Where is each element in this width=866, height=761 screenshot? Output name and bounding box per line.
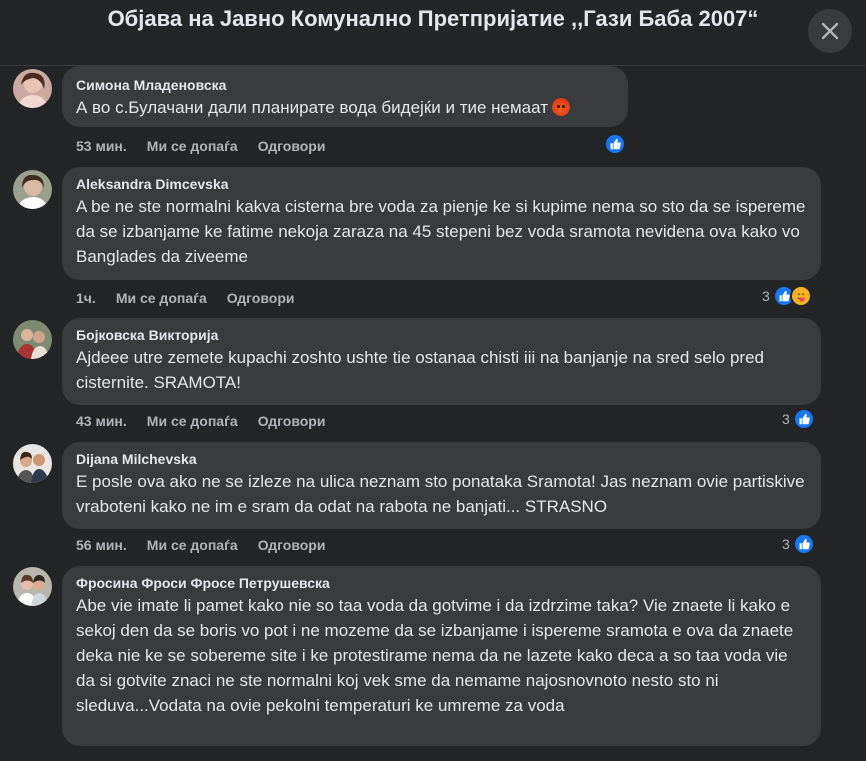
comment-text: А во с.Булачани дали планирате вода бидејќи и тие немаат	[76, 95, 614, 120]
avatar[interactable]	[13, 567, 52, 606]
comment-bubble	[62, 566, 821, 746]
like-reaction-icon	[793, 408, 815, 430]
avatar[interactable]	[13, 69, 52, 108]
reaction-count: 3	[762, 288, 770, 304]
modal-header	[0, 0, 866, 66]
reaction-summary[interactable]	[782, 408, 815, 430]
avatar[interactable]	[13, 320, 52, 359]
comment-bubble	[62, 167, 821, 280]
comment-author[interactable]: Aleksandra Dimcevska	[76, 176, 229, 192]
comment-actions	[76, 137, 325, 155]
reaction-summary[interactable]	[762, 285, 812, 307]
comment-author[interactable]: Фросина Фроси Фросе Петрушевска	[76, 575, 330, 591]
care-reaction-icon	[790, 285, 812, 307]
comment-bubble	[62, 442, 821, 529]
angry-emoji-icon	[552, 98, 570, 116]
like-button[interactable]: Ми се допаѓа	[146, 413, 238, 429]
comment-bubble	[62, 66, 628, 127]
like-reaction-icon	[793, 533, 815, 555]
comment-author[interactable]: Бојковска Викторија	[76, 327, 219, 343]
like-button[interactable]: Ми се допаѓа	[115, 290, 207, 306]
like-button[interactable]: Ми се допаѓа	[146, 138, 238, 154]
comment-actions	[76, 289, 295, 307]
avatar[interactable]	[13, 444, 52, 483]
reply-button[interactable]: Одговори	[226, 290, 295, 306]
comment-text: Ajdeee utre zemete kupachi zoshto ushte tie ostanaa chisti iii na banjanje na sred selo pred cisternite. SRAMOTA!	[76, 348, 764, 392]
reply-button[interactable]: Одговори	[257, 138, 326, 154]
like-button[interactable]: Ми се допаѓа	[146, 537, 238, 553]
comment-text: A be ne ste normalni kakva cisterna bre voda za pienje ke si kupime nema so sto da se ispereme da se izbanjame ke fatime nekoja zaraza na 45 stepeni bez voda sramota nevidena ova kako vo Banglades da ziveeme	[76, 197, 806, 266]
comment-time[interactable]: 53 мин.	[76, 138, 127, 154]
comment-time[interactable]: 43 мин.	[76, 413, 127, 429]
modal-title: Објава на Јавно Комунално Претпријатие ,,Гази Баба 2007“	[107, 6, 759, 31]
comment-text: Abe vie imate li pamet kako nie so taa voda da gotvime i da izdrzime taka? Vie znaete li kako e sekoj den da se boris vo pot i ne mozeme da se izbanjame i ispereme sramota e ova da znaete deka nie ke se sobereme site i ke protestirame nema da ne lazete kako deca a so taa voda vie da si gotvite znaci ne ste normalni koj vek sme da nemame najosnovnoto nesto sto ni sleduva...Vodata na ovie pekolni temperaturi ke umreme za voda	[76, 596, 794, 715]
comment-text: E posle ova ako ne se izleze na ulica neznam sto ponataka Sramota! Jas neznam ovie partiskive vraboteni kako ne im e sram da odat na rabota ne banjati... STRASNO	[76, 472, 805, 516]
comment-actions	[76, 412, 325, 430]
reply-button[interactable]: Одговори	[257, 537, 326, 553]
reply-button[interactable]: Одговори	[257, 413, 326, 429]
close-button[interactable]	[808, 9, 852, 53]
comment-author[interactable]: Dijana Milchevska	[76, 451, 197, 467]
comment-bubble	[62, 318, 821, 405]
reaction-summary[interactable]	[604, 133, 626, 155]
reaction-count: 3	[782, 411, 790, 427]
comment-time[interactable]: 56 мин.	[76, 537, 127, 553]
reaction-summary[interactable]	[782, 533, 815, 555]
comment-actions	[76, 536, 325, 554]
reaction-count: 3	[782, 536, 790, 552]
avatar[interactable]	[13, 170, 52, 209]
close-icon	[821, 22, 839, 40]
like-reaction-icon	[604, 133, 626, 155]
comment-author[interactable]: Симона Младеновска	[76, 77, 227, 93]
comment-time[interactable]: 1ч.	[76, 290, 96, 306]
